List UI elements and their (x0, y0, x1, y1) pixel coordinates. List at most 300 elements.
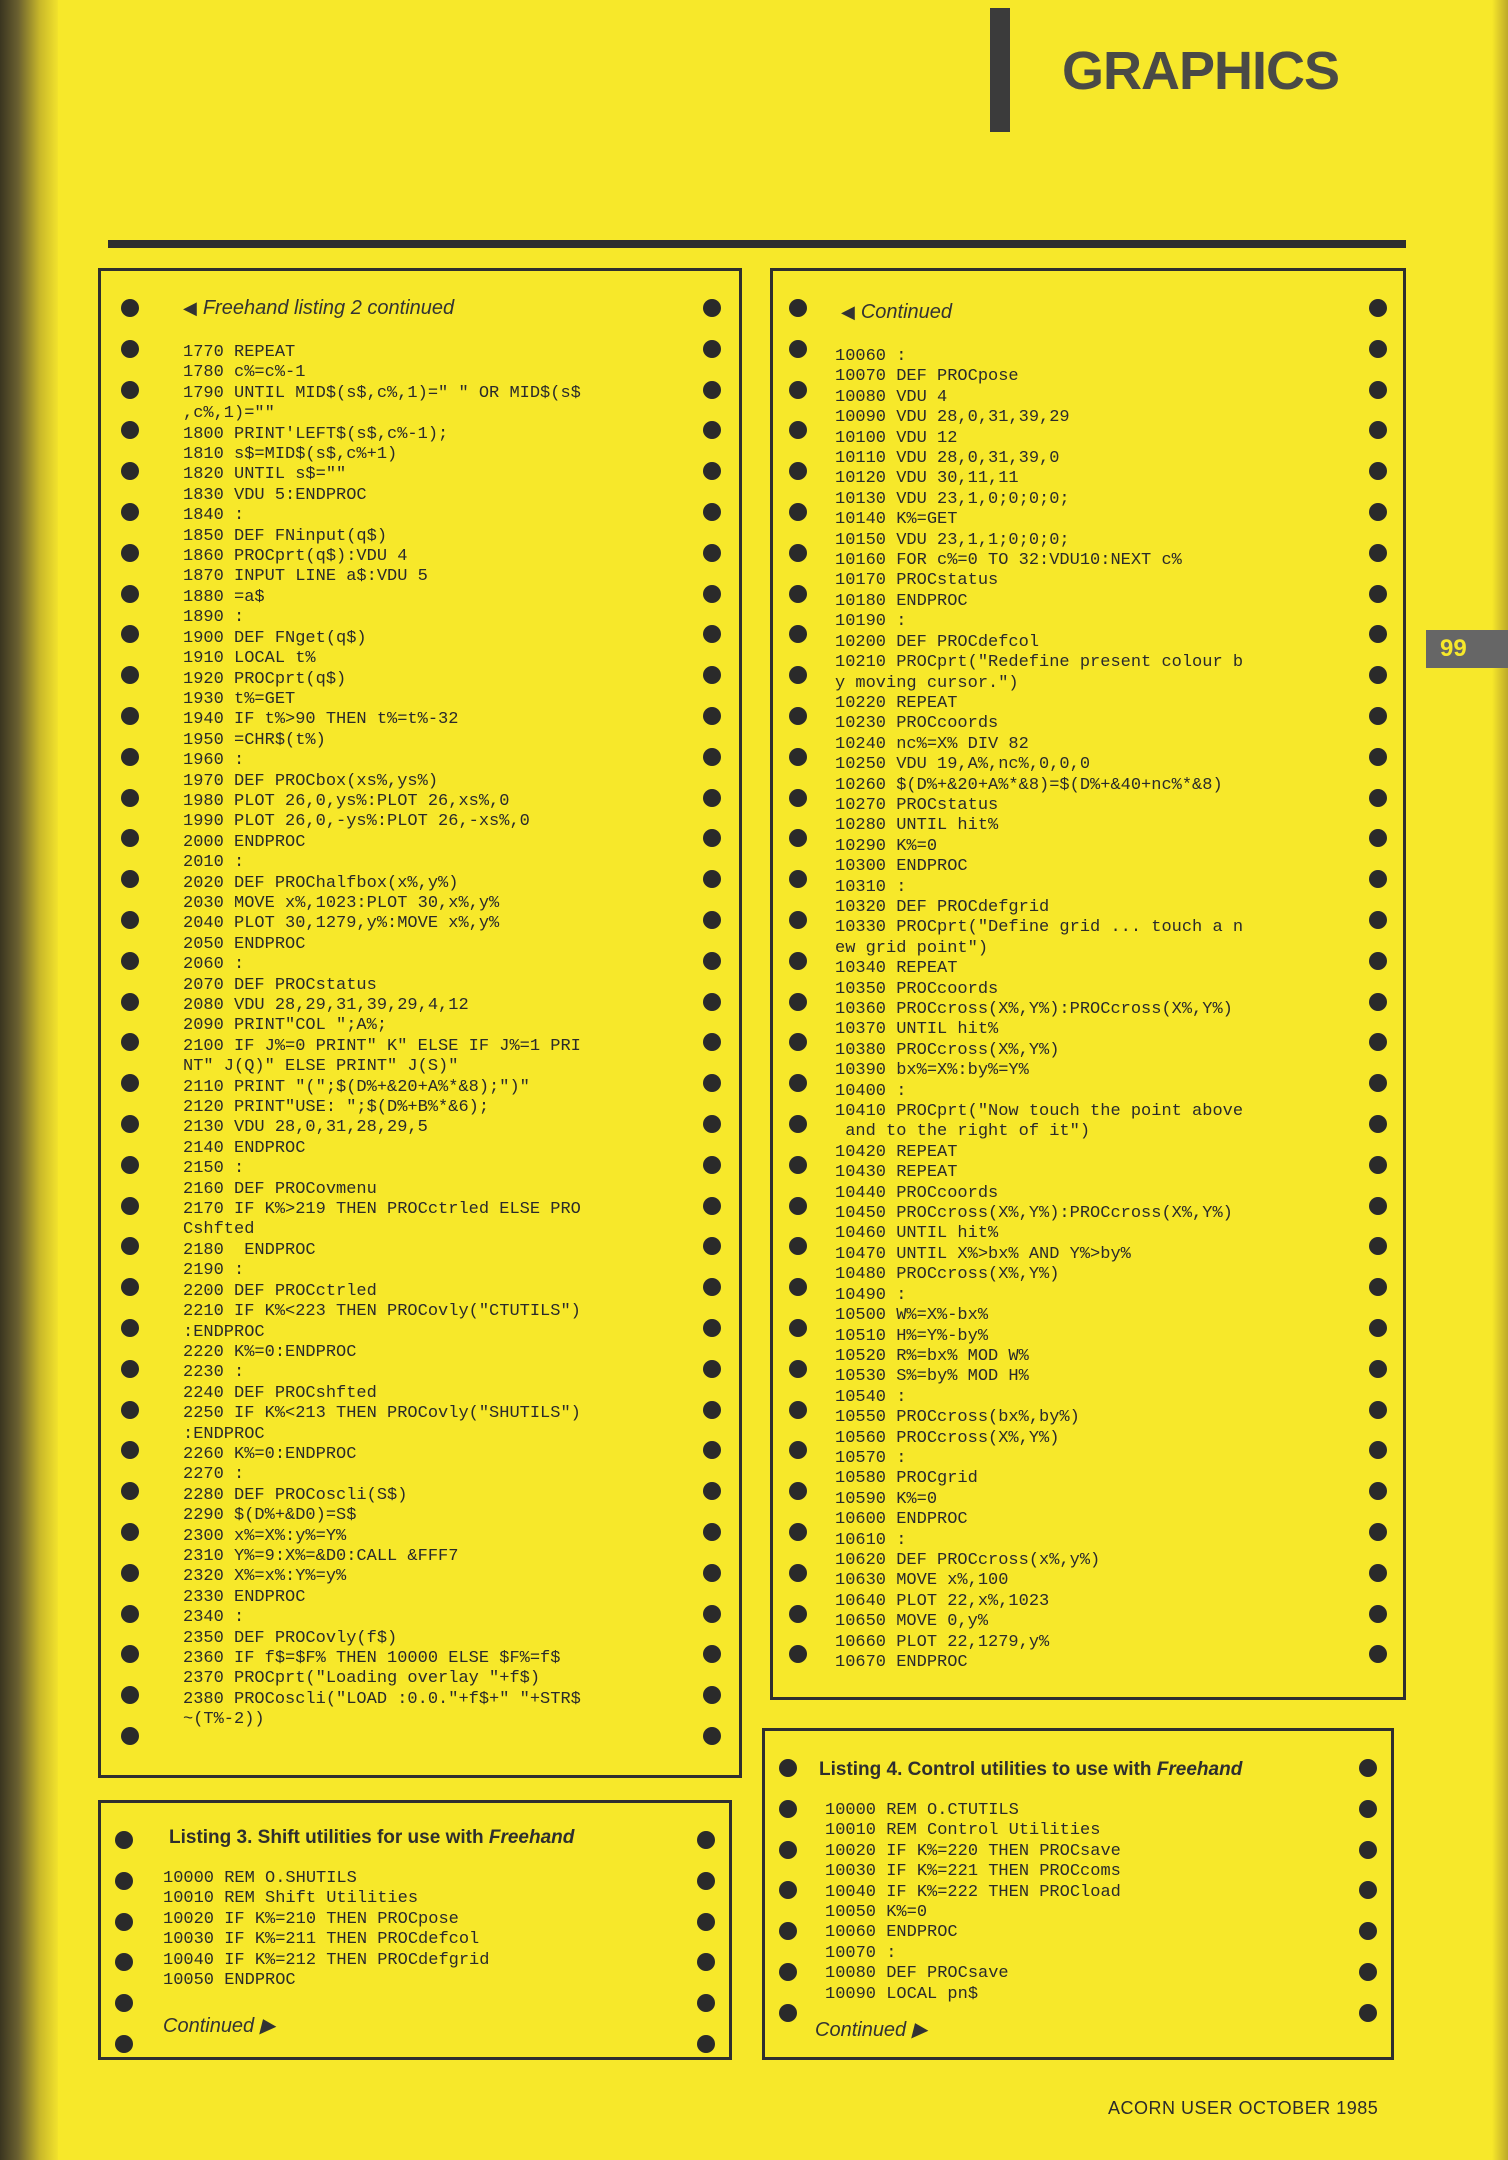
sprocket-hole-icon (1369, 1033, 1387, 1051)
sprocket-hole-icon (703, 952, 721, 970)
sprocket-hole-icon (789, 585, 807, 603)
code-line: 10300 ENDPROC (835, 857, 968, 877)
code-line: 2210 IF K%<223 THEN PROCovly("CTUTILS") (183, 1302, 581, 1322)
sprocket-hole-icon (789, 1115, 807, 1133)
code-line: 10660 PLOT 22,1279,y% (835, 1632, 1050, 1652)
sprocket-holes-right (701, 271, 725, 1775)
sprocket-hole-icon (1369, 1237, 1387, 1255)
sprocket-hole-icon (703, 1197, 721, 1215)
sprocket-hole-icon (121, 381, 139, 399)
code-line: and to the right of it") (835, 1122, 1091, 1142)
sprocket-hole-icon (703, 748, 721, 766)
code-line: 10020 IF K%=220 THEN PROCsave (825, 1841, 1121, 1861)
code-line: 10600 ENDPROC (835, 1510, 968, 1530)
sprocket-hole-icon (703, 707, 721, 725)
sprocket-hole-icon (703, 381, 721, 399)
code-line: 10550 PROCcross(bx%,by%) (835, 1408, 1080, 1428)
code-line: 2000 ENDPROC (183, 832, 306, 852)
listing-title-italic: Freehand (1156, 1759, 1243, 1780)
code-line: 10460 UNTIL hit% (835, 1224, 999, 1244)
code-line: 2370 PROCprt("Loading overlay "+f$) (183, 1669, 541, 1689)
code-line: 10030 IF K%=211 THEN PROCdefcol (163, 1930, 480, 1950)
code-line: 2300 x%=X%:y%=Y% (183, 1526, 347, 1546)
code-line: 10570 : (835, 1448, 907, 1468)
sprocket-hole-icon (1369, 666, 1387, 684)
code-line: 10090 VDU 28,0,31,39,29 (835, 408, 1070, 428)
code-listing (183, 343, 581, 1731)
sprocket-hole-icon (121, 1197, 139, 1215)
code-line: :ENDPROC (183, 1322, 265, 1342)
sprocket-hole-icon (789, 1074, 807, 1092)
sprocket-hole-icon (703, 585, 721, 603)
code-line: 10210 PROCprt("Redefine present colour b (835, 653, 1244, 673)
sprocket-hole-icon (703, 1156, 721, 1174)
sprocket-hole-icon (1369, 993, 1387, 1011)
code-line: 10260 $(D%+&20+A%*&8)=$(D%+&40+nc%*&8) (835, 775, 1223, 795)
code-line: 10110 VDU 28,0,31,39,0 (835, 449, 1060, 469)
code-line: 10320 DEF PROCdefgrid (835, 897, 1050, 917)
code-line: 10370 UNTIL hit% (835, 1020, 999, 1040)
sprocket-hole-icon (789, 462, 807, 480)
code-line: 10120 VDU 30,11,11 (835, 469, 1019, 489)
sprocket-hole-icon (1369, 911, 1387, 929)
code-line: 10000 REM O.CTUTILS (825, 1801, 1019, 1820)
code-line: 10440 PROCcoords (835, 1183, 999, 1203)
code-line: 10220 REPEAT (835, 693, 958, 713)
code-line: 2100 IF J%=0 PRINT" K" ELSE IF J%=1 PRI (183, 1036, 581, 1056)
code-line: 1880 =a$ (183, 587, 265, 607)
page-spine-shadow (0, 0, 58, 2160)
sprocket-hole-icon (1369, 870, 1387, 888)
code-line: 2040 PLOT 30,1279,y%:MOVE x%,y% (183, 914, 500, 934)
code-line: 10430 REPEAT (835, 1163, 958, 1183)
code-line: 10650 MOVE 0,y% (835, 1612, 989, 1632)
sprocket-hole-icon (789, 1564, 807, 1582)
code-line: 2010 : (183, 853, 245, 873)
code-line: 10060 ENDPROC (825, 1923, 958, 1943)
listing-title (819, 1759, 1242, 1781)
code-line: 10450 PROCcross(X%,Y%):PROCcross(X%,Y%) (835, 1204, 1233, 1224)
sprocket-hole-icon (789, 870, 807, 888)
back-arrow-icon: ◀ (841, 302, 855, 322)
sprocket-hole-icon (789, 299, 807, 317)
code-line: 2070 DEF PROCstatus (183, 975, 377, 995)
sprocket-hole-icon (121, 1237, 139, 1255)
code-line: 1800 PRINT'LEFT$(s$,c%-1); (183, 424, 449, 444)
code-line: 10190 : (835, 612, 907, 632)
code-line: 10530 S%=by% MOD H% (835, 1367, 1029, 1387)
code-line: 2140 ENDPROC (183, 1138, 306, 1158)
code-line: 10420 REPEAT (835, 1142, 958, 1162)
page-number: 99 (1440, 635, 1467, 662)
sprocket-hole-icon (1359, 1759, 1377, 1777)
code-line: 10510 H%=Y%-by% (835, 1326, 989, 1346)
sprocket-hole-icon (1369, 829, 1387, 847)
code-line: 10060 : (835, 347, 907, 366)
sprocket-hole-icon (1369, 748, 1387, 766)
code-line: ,c%,1)="" (183, 404, 275, 424)
sprocket-hole-icon (121, 462, 139, 480)
sprocket-hole-icon (703, 789, 721, 807)
code-line: 2230 : (183, 1363, 245, 1383)
sprocket-hole-icon (115, 1913, 133, 1931)
sprocket-hole-icon (1369, 381, 1387, 399)
code-line: 2050 ENDPROC (183, 934, 306, 954)
sprocket-hole-icon (789, 1605, 807, 1623)
sprocket-hole-icon (789, 544, 807, 562)
sprocket-hole-icon (121, 1727, 139, 1745)
code-line: 10330 PROCprt("Define grid ... touch a n (835, 918, 1244, 938)
sprocket-hole-icon (789, 1441, 807, 1459)
listing-title (169, 1827, 574, 1849)
sprocket-hole-icon (703, 911, 721, 929)
code-line: 2340 : (183, 1608, 245, 1628)
code-line: 10050 ENDPROC (163, 1971, 296, 1991)
sprocket-hole-icon (789, 381, 807, 399)
sprocket-hole-icon (121, 1686, 139, 1704)
sprocket-hole-icon (703, 1645, 721, 1663)
continued-marker: Continued ▶ (815, 2019, 928, 2041)
sprocket-hole-icon (115, 1831, 133, 1849)
code-line: 10290 K%=0 (835, 836, 938, 856)
sprocket-hole-icon (789, 1033, 807, 1051)
listing-panel-shift-utilities (98, 1800, 732, 2060)
sprocket-hole-icon (115, 1994, 133, 2012)
sprocket-hole-icon (121, 1645, 139, 1663)
sprocket-hole-icon (1359, 1881, 1377, 1899)
sprocket-hole-icon (121, 870, 139, 888)
code-line: 2120 PRINT"USE: ";$(D%+B%*&6); (183, 1098, 490, 1118)
code-line: 10480 PROCcross(X%,Y%) (835, 1265, 1060, 1285)
code-line: 1900 DEF FNget(q$) (183, 628, 367, 648)
sprocket-hole-icon (789, 666, 807, 684)
code-line: 1830 VDU 5:ENDPROC (183, 485, 367, 505)
sprocket-hole-icon (115, 2035, 133, 2053)
code-line: 2110 PRINT "(";$(D%+&20+A%*&8);")" (183, 1077, 530, 1097)
sprocket-hole-icon (121, 1441, 139, 1459)
code-line: 10490 : (835, 1285, 907, 1305)
code-line: 10130 VDU 23,1,0;0;0;0; (835, 489, 1070, 509)
sprocket-hole-icon (1369, 1115, 1387, 1133)
sprocket-hole-icon (1369, 421, 1387, 439)
sprocket-hole-icon (779, 2004, 797, 2022)
code-line: 10610 : (835, 1530, 907, 1550)
sprocket-hole-icon (703, 1605, 721, 1623)
sprocket-hole-icon (789, 952, 807, 970)
code-line: 2310 Y%=9:X%=&D0:CALL &FFF7 (183, 1546, 459, 1566)
code-line: 10200 DEF PROCdefcol (835, 632, 1040, 652)
code-line: 10360 PROCcross(X%,Y%):PROCcross(X%,Y%) (835, 1000, 1233, 1019)
code-line: ~(T%-2)) (183, 1710, 265, 1730)
section-marker-bar (990, 8, 1010, 132)
listing-title-text: Listing 3. Shift utilities for use with (169, 1827, 489, 1848)
sprocket-hole-icon (1359, 1922, 1377, 1940)
sprocket-hole-icon (703, 1727, 721, 1745)
code-line: 10400 : (835, 1081, 907, 1101)
sprocket-hole-icon (1369, 625, 1387, 643)
code-line: 1930 t%=GET (183, 689, 296, 709)
sprocket-hole-icon (121, 1482, 139, 1500)
listing-panel-continued (770, 268, 1406, 1700)
sprocket-hole-icon (789, 625, 807, 643)
sprocket-hole-icon (789, 829, 807, 847)
code-line: 1960 : (183, 751, 245, 771)
page-footer: ACORN USER OCTOBER 1985 (1108, 2098, 1379, 2118)
code-line: 10160 FOR c%=0 TO 32:VDU10:NEXT c% (835, 551, 1182, 571)
sprocket-hole-icon (1369, 340, 1387, 358)
page-edge-shadow (1492, 0, 1508, 2160)
sprocket-hole-icon (1369, 503, 1387, 521)
code-line: 10580 PROCgrid (835, 1469, 978, 1489)
code-line: 10070 : (825, 1943, 897, 1963)
sprocket-hole-icon (703, 299, 721, 317)
sprocket-hole-icon (789, 1401, 807, 1419)
sprocket-hole-icon (121, 544, 139, 562)
code-line: 10470 UNTIL X%>bx% AND Y%>by% (835, 1244, 1131, 1264)
code-line: 10390 bx%=X%:by%=Y% (835, 1061, 1029, 1081)
sprocket-hole-icon (121, 1319, 139, 1337)
sprocket-hole-icon (703, 340, 721, 358)
code-line: 2190 : (183, 1261, 245, 1281)
code-line: 2320 X%=x%:Y%=y% (183, 1567, 347, 1587)
sprocket-hole-icon (697, 1994, 715, 2012)
sprocket-hole-icon (121, 707, 139, 725)
code-line: ew grid point") (835, 938, 989, 958)
sprocket-hole-icon (789, 1523, 807, 1541)
sprocket-hole-icon (1369, 462, 1387, 480)
sprocket-hole-icon (121, 1605, 139, 1623)
code-line: 10090 LOCAL pn$ (825, 1984, 979, 2004)
sprocket-hole-icon (697, 1913, 715, 1931)
sprocket-holes-left (787, 271, 811, 1697)
sprocket-holes-right (695, 1803, 719, 2057)
code-line: 10310 : (835, 877, 907, 897)
code-line: 2380 PROCoscli("LOAD :0.0."+f$+" "+STR$ (183, 1689, 581, 1709)
sprocket-hole-icon (1369, 707, 1387, 725)
sprocket-hole-icon (1369, 1319, 1387, 1337)
sprocket-hole-icon (121, 1115, 139, 1133)
sprocket-hole-icon (1369, 1523, 1387, 1541)
code-line: 2360 IF f$=$F% THEN 10000 ELSE $F%=f$ (183, 1649, 561, 1668)
code-listing (835, 347, 1243, 1673)
code-line: 10380 PROCcross(X%,Y%) (835, 1040, 1060, 1060)
sprocket-hole-icon (703, 544, 721, 562)
sprocket-hole-icon (1369, 789, 1387, 807)
sprocket-hole-icon (789, 993, 807, 1011)
code-line: 2150 : (183, 1159, 245, 1179)
code-line: 10560 PROCcross(X%,Y%) (835, 1428, 1060, 1448)
sprocket-hole-icon (121, 421, 139, 439)
sprocket-hole-icon (703, 829, 721, 847)
code-line: 2280 DEF PROCoscli(S$) (183, 1485, 408, 1505)
code-line: 10620 DEF PROCcross(x%,y%) (835, 1550, 1101, 1570)
sprocket-hole-icon (1369, 1278, 1387, 1296)
code-line: 2330 ENDPROC (183, 1587, 306, 1607)
code-line: 1770 REPEAT (183, 343, 296, 362)
sprocket-hole-icon (703, 1115, 721, 1133)
sprocket-hole-icon (1369, 1197, 1387, 1215)
code-line: 10020 IF K%=210 THEN PROCpose (163, 1909, 459, 1929)
code-line: 10590 K%=0 (835, 1489, 938, 1509)
sprocket-hole-icon (779, 1963, 797, 1981)
sprocket-hole-icon (1369, 299, 1387, 317)
code-line: 10340 REPEAT (835, 959, 958, 979)
sprocket-hole-icon (789, 1197, 807, 1215)
code-line: 10040 IF K%=222 THEN PROCload (825, 1882, 1121, 1902)
code-line: 10540 : (835, 1387, 907, 1407)
listing-title-italic: Freehand (488, 1827, 575, 1848)
sprocket-hole-icon (703, 1319, 721, 1337)
sprocket-hole-icon (1369, 1156, 1387, 1174)
sprocket-hole-icon (1359, 1963, 1377, 1981)
sprocket-hole-icon (779, 1800, 797, 1818)
sprocket-hole-icon (703, 993, 721, 1011)
code-line: 2250 IF K%<213 THEN PROCovly("SHUTILS") (183, 1404, 581, 1424)
code-line: 10240 nc%=X% DIV 82 (835, 734, 1029, 754)
listing-heading (183, 297, 454, 320)
code-line: NT" J(Q)" ELSE PRINT" J(S)" (183, 1057, 459, 1077)
code-line: 10000 REM O.SHUTILS (163, 1869, 357, 1888)
sprocket-hole-icon (703, 1441, 721, 1459)
code-line: 2170 IF K%>219 THEN PROCctrled ELSE PRO (183, 1200, 581, 1220)
code-line: 10010 REM Shift Utilities (163, 1889, 419, 1909)
sprocket-hole-icon (121, 829, 139, 847)
code-line: 2160 DEF PROCovmenu (183, 1179, 377, 1199)
code-listing (825, 1801, 1121, 2005)
sprocket-hole-icon (121, 340, 139, 358)
sprocket-hole-icon (697, 1831, 715, 1849)
sprocket-hole-icon (1369, 544, 1387, 562)
sprocket-hole-icon (789, 1319, 807, 1337)
sprocket-hole-icon (1369, 1401, 1387, 1419)
sprocket-hole-icon (121, 625, 139, 643)
code-line: 1980 PLOT 26,0,ys%:PLOT 26,xs%,0 (183, 791, 510, 811)
sprocket-hole-icon (121, 789, 139, 807)
sprocket-hole-icon (1369, 1564, 1387, 1582)
sprocket-holes-right (1357, 1731, 1381, 2057)
code-line: 10080 VDU 4 (835, 387, 948, 407)
code-line: 2260 K%=0:ENDPROC (183, 1444, 357, 1464)
code-line: 10500 W%=X%-bx% (835, 1306, 989, 1326)
sprocket-hole-icon (697, 1953, 715, 1971)
code-line: 1810 s$=MID$(s$,c%+1) (183, 445, 398, 465)
sprocket-hole-icon (703, 1686, 721, 1704)
sprocket-hole-icon (779, 1881, 797, 1899)
code-line: 10410 PROCprt("Now touch the point above (835, 1102, 1244, 1122)
sprocket-hole-icon (703, 870, 721, 888)
sprocket-hole-icon (121, 585, 139, 603)
code-line: 10280 UNTIL hit% (835, 816, 999, 836)
sprocket-hole-icon (789, 748, 807, 766)
code-line: 2180 ENDPROC (183, 1240, 316, 1260)
sprocket-hole-icon (121, 1564, 139, 1582)
header-rule (108, 240, 1406, 248)
sprocket-hole-icon (1359, 1841, 1377, 1859)
sprocket-hole-icon (779, 1841, 797, 1859)
code-line: 1920 PROCprt(q$) (183, 669, 347, 689)
sprocket-hole-icon (121, 952, 139, 970)
code-line: 2240 DEF PROCshfted (183, 1383, 377, 1403)
sprocket-hole-icon (789, 1482, 807, 1500)
code-line: 1840 : (183, 506, 245, 526)
code-line: 10170 PROCstatus (835, 571, 999, 591)
sprocket-hole-icon (703, 1360, 721, 1378)
sprocket-hole-icon (1359, 1800, 1377, 1818)
code-line: 2090 PRINT"COL ";A%; (183, 1016, 388, 1036)
code-line: y moving cursor.") (835, 673, 1019, 693)
sprocket-hole-icon (703, 1278, 721, 1296)
page-number-tab (1426, 630, 1508, 668)
code-line: 1790 UNTIL MID$(s$,c%,1)=" " OR MID$(s$ (183, 383, 581, 403)
sprocket-hole-icon (789, 1645, 807, 1663)
sprocket-hole-icon (121, 1156, 139, 1174)
sprocket-holes-left (777, 1731, 801, 2057)
sprocket-hole-icon (121, 1074, 139, 1092)
code-line: 2350 DEF PROCovly(f$) (183, 1628, 398, 1648)
sprocket-hole-icon (703, 1401, 721, 1419)
sprocket-hole-icon (703, 1237, 721, 1255)
sprocket-hole-icon (789, 421, 807, 439)
sprocket-hole-icon (779, 1922, 797, 1940)
sprocket-hole-icon (115, 1953, 133, 1971)
sprocket-hole-icon (121, 503, 139, 521)
code-line: 2200 DEF PROCctrled (183, 1281, 377, 1301)
code-line: 10030 IF K%=221 THEN PROCcoms (825, 1862, 1121, 1882)
sprocket-hole-icon (1369, 952, 1387, 970)
code-line: 2270 : (183, 1465, 245, 1485)
code-line: 10640 PLOT 22,x%,1023 (835, 1591, 1050, 1611)
code-line: :ENDPROC (183, 1424, 265, 1444)
sprocket-hole-icon (789, 707, 807, 725)
code-line: 10050 K%=0 (825, 1903, 928, 1923)
code-line: 10250 VDU 19,A%,nc%,0,0,0 (835, 755, 1091, 775)
code-line: 1780 c%=c%-1 (183, 363, 306, 383)
sprocket-hole-icon (1369, 1645, 1387, 1663)
listing-heading-text: Continued (860, 301, 953, 323)
code-line: 1970 DEF PROCbox(xs%,ys%) (183, 771, 439, 791)
sprocket-hole-icon (121, 1523, 139, 1541)
code-line: 10070 DEF PROCpose (835, 367, 1019, 387)
code-line: 2220 K%=0:ENDPROC (183, 1342, 357, 1362)
sprocket-hole-icon (789, 789, 807, 807)
code-line: 2030 MOVE x%,1023:PLOT 30,x%,y% (183, 893, 500, 913)
code-line: Cshfted (183, 1220, 255, 1240)
sprocket-hole-icon (703, 625, 721, 643)
code-line: 10520 R%=bx% MOD W% (835, 1346, 1029, 1366)
code-line: 2020 DEF PROChalfbox(x%,y%) (183, 873, 459, 893)
sprocket-hole-icon (121, 911, 139, 929)
code-line: 2080 VDU 28,29,31,39,29,4,12 (183, 996, 469, 1015)
code-line: 10270 PROCstatus (835, 795, 999, 815)
sprocket-hole-icon (1369, 585, 1387, 603)
code-line: 1990 PLOT 26,0,-ys%:PLOT 26,-xs%,0 (183, 812, 530, 832)
sprocket-hole-icon (703, 1482, 721, 1500)
sprocket-hole-icon (1369, 1482, 1387, 1500)
code-line: 10670 ENDPROC (835, 1653, 968, 1672)
code-line: 10100 VDU 12 (835, 428, 958, 448)
code-line: 1940 IF t%>90 THEN t%=t%-32 (183, 710, 459, 730)
code-line: 1870 INPUT LINE a$:VDU 5 (183, 567, 428, 587)
listing-panel-control-utilities (762, 1728, 1394, 2060)
code-line: 10140 K%=GET (835, 510, 958, 530)
code-line: 10350 PROCcoords (835, 979, 999, 999)
listing-heading (841, 301, 952, 324)
sprocket-hole-icon (121, 299, 139, 317)
code-line: 2060 : (183, 955, 245, 975)
sprocket-hole-icon (789, 1278, 807, 1296)
code-listing (163, 1869, 489, 1991)
continued-marker: Continued ▶ (163, 2015, 276, 2037)
